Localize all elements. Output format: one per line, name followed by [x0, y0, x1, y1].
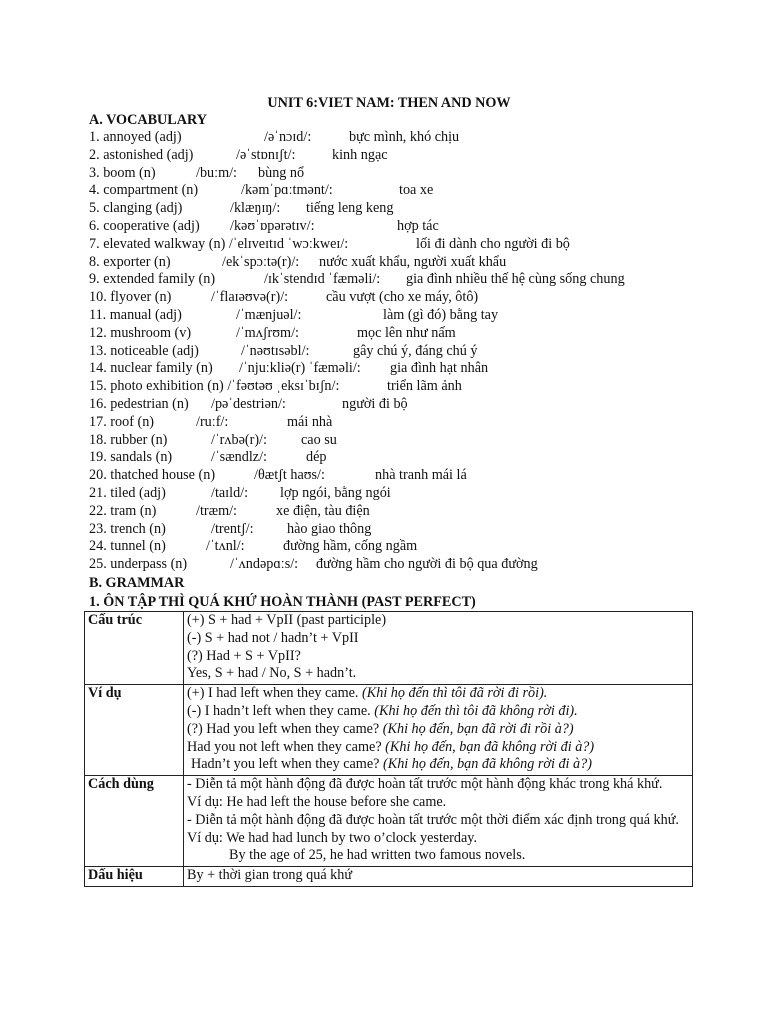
vocab-word: 8. exporter (n)	[89, 253, 171, 270]
vocab-word: 22. tram (n)	[89, 502, 157, 519]
vocab-row	[89, 556, 709, 574]
table-row-usage	[85, 776, 693, 867]
vocab-pronunciation: /taɪld/:	[211, 484, 249, 501]
vocab-row	[89, 147, 709, 165]
vocab-row	[89, 271, 709, 289]
vocab-pronunciation: /pəˈdestriən/:	[211, 395, 286, 412]
example-line	[187, 721, 689, 739]
vocab-meaning: làm (gì đó) bằng tay	[383, 306, 499, 323]
section-b-heading: B. GRAMMAR	[89, 575, 185, 591]
vocab-row	[89, 414, 709, 432]
vocab-row	[89, 165, 709, 183]
table-row-examples	[85, 685, 693, 776]
example-english: (+) I had left when they came.	[187, 685, 363, 702]
structure-line: (+) S + had + VpII (past participle)	[187, 612, 387, 628]
vocab-row	[89, 503, 709, 521]
vocab-meaning: kinh ngạc	[332, 146, 388, 163]
vocab-pronunciation: /træm/:	[196, 502, 237, 519]
page-title: UNIT 6:VIET NAM: THEN AND NOW	[267, 95, 511, 111]
example-vietnamese: (Khi họ đến thì tôi đã không rời đi).	[374, 702, 578, 719]
example-line	[187, 739, 689, 757]
vocab-word: 10. flyover (n)	[89, 289, 172, 306]
vocab-row	[89, 485, 709, 503]
vocab-row	[89, 449, 709, 467]
vocab-meaning: mọc lên như nấm	[357, 324, 456, 341]
vocab-row	[89, 521, 709, 539]
example-english: Hadn’t you left when they came?	[191, 756, 383, 773]
vocab-meaning: dép	[306, 449, 327, 466]
vocab-pronunciation: /ruːf/:	[196, 413, 229, 430]
vocab-meaning: tiếng leng keng	[306, 200, 394, 217]
vocab-meaning: lối đi dành cho người đi bộ	[416, 235, 570, 252]
example-vietnamese: (Khi họ đến thì tôi đã rời đi rồi).	[362, 685, 548, 702]
vocab-pronunciation: /ˈsændlz/:	[211, 449, 267, 466]
vocab-row	[89, 200, 709, 218]
vocab-meaning: lợp ngói, bằng ngói	[280, 484, 391, 501]
vocab-row	[89, 307, 709, 325]
vocab-pronunciation: /ˈmʌʃrʊm/:	[236, 324, 299, 341]
vocab-row	[89, 467, 709, 485]
vocab-row	[89, 254, 709, 272]
vocab-meaning: mái nhà	[287, 413, 333, 430]
table-row-signs	[85, 867, 693, 887]
vocab-meaning: hợp tác	[397, 217, 439, 234]
vocab-word: 2. astonished (adj)	[89, 146, 194, 163]
vocab-meaning: đường hầm cho người đi bộ qua đường	[316, 556, 538, 573]
vocab-meaning: xe điện, tàu điện	[276, 502, 370, 519]
example-english: Had you not left when they came?	[187, 738, 386, 755]
vocab-row	[89, 343, 709, 361]
vocab-pronunciation: /kəʊˈɒpərətɪv/:	[230, 217, 315, 234]
vocab-meaning: bùng nổ	[258, 164, 305, 181]
vocab-word: 7. elevated walkway (n) /ˈelɪveɪtɪd ˈwɔːkweɪ/:	[89, 235, 349, 252]
signs-cell: By + thời gian trong quá khứ	[184, 867, 693, 887]
grammar-title: 1. ÔN TẬP THÌ QUÁ KHỨ HOÀN THÀNH (PAST PERFECT)	[89, 594, 476, 610]
vocab-word: 15. photo exhibition (n) /ˈfəʊtəʊ ˌeksɪˈbɪʃn/:	[89, 378, 340, 395]
vocab-pronunciation: /buːm/:	[196, 164, 237, 181]
vocab-meaning: cao su	[301, 431, 337, 448]
vocab-row	[89, 360, 709, 378]
vocab-word: 11. manual (adj)	[89, 306, 182, 323]
vocab-word: 3. boom (n)	[89, 164, 156, 181]
vocab-word: 19. sandals (n)	[89, 449, 173, 466]
vocab-pronunciation: /θætʃt haʊs/:	[254, 467, 325, 484]
vocab-pronunciation: /ˈtʌnl/:	[206, 538, 245, 555]
vocab-word: 5. clanging (adj)	[89, 200, 183, 217]
structure-line: Yes, S + had / No, S + hadn’t.	[187, 665, 357, 682]
vocab-pronunciation: /klæŋɪŋ/:	[230, 200, 281, 217]
example-vietnamese: (Khi họ đến, bạn đã không rời đi à?)	[383, 756, 592, 773]
vocab-pronunciation: /ˈʌndəpɑːs/:	[230, 556, 299, 573]
example-line	[187, 756, 689, 774]
usage-label: Cách dùng	[85, 776, 184, 867]
vocab-pronunciation: /ˈnjuːkliə(r) ˈfæməli/:	[239, 360, 361, 377]
grammar-table	[84, 611, 693, 887]
vocab-word: 13. noticeable (adj)	[89, 342, 199, 359]
examples-label: Ví dụ	[85, 685, 184, 776]
usage-line: Ví dụ: He had left the house before she came.	[187, 793, 447, 810]
example-vietnamese: (Khi họ đến, bạn đã không rời đi à?)	[385, 738, 595, 755]
vocab-row	[89, 218, 709, 236]
vocab-pronunciation: /kəmˈpɑːtmənt/:	[241, 182, 333, 199]
vocab-pronunciation: /ˈmænjuəl/:	[236, 306, 302, 323]
vocab-word: 20. thatched house (n)	[89, 467, 216, 484]
vocab-word: 16. pedestrian (n)	[89, 395, 189, 412]
vocab-pronunciation: /əˈstɒnɪʃt/:	[236, 146, 296, 163]
vocab-word: 1. annoyed (adj)	[89, 129, 182, 145]
usage-line: - Diễn tả một hành động đã được hoàn tất trước một hành động khác trong khá khứ.	[187, 776, 663, 793]
vocab-word: 24. tunnel (n)	[89, 538, 166, 555]
vocab-word: 6. cooperative (adj)	[89, 217, 200, 234]
vocab-row	[89, 182, 709, 200]
vocab-meaning: hào giao thông	[287, 520, 372, 537]
vocab-meaning: triển lãm ảnh	[387, 378, 462, 395]
vocab-meaning: nhà tranh mái lá	[375, 467, 467, 484]
structure-cell	[184, 612, 693, 685]
vocab-word: 12. mushroom (v)	[89, 324, 192, 341]
vocab-row	[89, 236, 709, 254]
vocab-pronunciation: /ˈrʌbə(r)/:	[211, 431, 267, 448]
vocab-pronunciation: /trentʃ/:	[211, 520, 254, 537]
structure-line: (-) S + had not / hadn’t + VpII	[187, 629, 359, 646]
signs-label: Dấu hiệu	[85, 867, 184, 887]
vocab-meaning: cầu vượt (cho xe máy, ôtô)	[326, 289, 479, 306]
vocab-row	[89, 378, 709, 396]
vocab-row	[89, 129, 709, 147]
example-line	[187, 703, 689, 721]
example-vietnamese: (Khi họ đến, bạn đã rời đi rồi à?)	[382, 720, 574, 737]
vocab-pronunciation: /ˈnəʊtɪsəbl/:	[241, 342, 310, 359]
vocab-row	[89, 538, 709, 556]
example-line	[187, 685, 689, 703]
example-english: (?) Had you left when they came?	[187, 720, 383, 737]
vocab-pronunciation: /ˈflaɪəʊvə(r)/:	[211, 289, 289, 306]
vocab-meaning: người đi bộ	[342, 395, 408, 412]
usage-line: Ví dụ: We had had lunch by two o’clock yesterday.	[187, 829, 478, 846]
vocabulary-list	[89, 129, 709, 574]
vocab-word: 4. compartment (n)	[89, 182, 199, 199]
vocab-meaning: gây chú ý, đáng chú ý	[353, 342, 478, 359]
vocab-row	[89, 325, 709, 343]
vocab-pronunciation: /ɪkˈstendɪd ˈfæməli/:	[264, 271, 381, 288]
vocab-word: 25. underpass (n)	[89, 556, 188, 573]
vocab-word: 18. rubber (n)	[89, 431, 168, 448]
vocab-word: 9. extended family (n)	[89, 271, 216, 288]
vocab-pronunciation: /ekˈspɔːtə(r)/:	[222, 253, 300, 270]
vocab-row	[89, 432, 709, 450]
vocab-row	[89, 396, 709, 414]
vocab-word: 17. roof (n)	[89, 413, 155, 430]
section-a-heading: A. VOCABULARY	[89, 112, 207, 128]
table-row-structure	[85, 612, 693, 685]
structure-label: Cấu trúc	[85, 612, 184, 685]
vocab-word: 21. tiled (adj)	[89, 484, 166, 501]
example-english: (-) I hadn’t left when they came.	[187, 702, 375, 719]
usage-cell	[184, 776, 693, 867]
vocab-word: 14. nuclear family (n)	[89, 360, 213, 377]
vocab-meaning: đường hầm, cống ngầm	[283, 538, 418, 555]
usage-line: - Diễn tả một hành động đã được hoàn tất trước một thời điểm xác định trong quá khứ.	[187, 811, 679, 828]
vocab-row	[89, 289, 709, 307]
usage-line: By the age of 25, he had written two famous novels.	[229, 847, 526, 864]
vocab-meaning: nước xuất khẩu, người xuất khẩu	[319, 253, 507, 270]
vocab-meaning: bực mình, khó chịu	[349, 129, 460, 145]
vocab-meaning: toa xe	[399, 182, 434, 199]
structure-line: (?) Had + S + VpII?	[187, 647, 301, 664]
vocab-pronunciation: /əˈnɔɪd/:	[264, 129, 312, 145]
examples-cell	[184, 685, 693, 776]
vocab-word: 23. trench (n)	[89, 520, 166, 537]
vocab-meaning: gia đình nhiều thế hệ cùng sống chung	[406, 271, 625, 288]
vocab-meaning: gia đình hạt nhân	[390, 360, 489, 377]
